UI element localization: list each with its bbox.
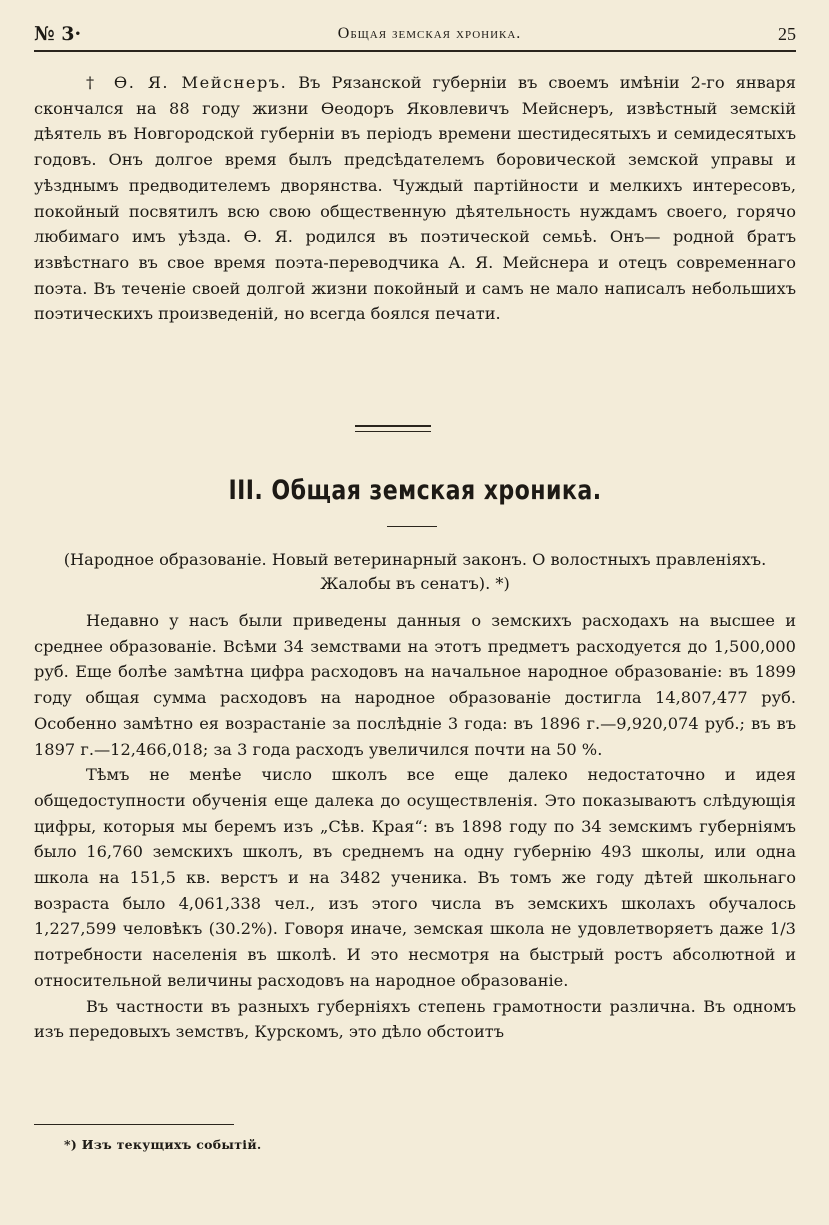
footnote: *) Изъ текущихъ событій. [64,1137,262,1152]
obituary-block [34,70,796,327]
main-text [34,608,796,1045]
section-subtitle [34,548,796,596]
paragraph-3: Въ частности въ разныхъ губерніяхъ степень грамотности различна. Въ одномъ изъ передовыхъ земствъ, Курскомъ, это дѣло обстоитъ [34,996,796,1042]
obituary-name: † Ѳ. Я. Мейснеръ. [86,73,288,92]
title-rule [387,526,437,527]
paragraph-1: Недавно у насъ были приведены данныя о земскихъ расходахъ на высшее и среднее образованіе. Всѣми 34 земствами на этотъ предметъ расходуется до 1,500,000 руб. Еще болѣе замѣтна цифра расходовъ на начальное народное образованіе: въ 1899 году общая сумма расходовъ на народное образованіе достигла 14,807,477 руб. Особенно замѣтно ея возрастаніе за послѣдніе 3 года: въ 1896 г.—9,920,074 руб.; въ въ 1897 г.—12,466,018; за 3 года расходъ увеличился почти на 50 %. [34,611,796,759]
section-title: III. Общая земская хроника. [228,475,602,506]
running-head [34,18,796,52]
paragraph-2: Тѣмъ не менѣе число школъ все еще далеко недостаточно и идея общедоступности обученія еще далека до осуществленія. Это показываютъ слѣдующія цифры, которыя мы беремъ изъ „Сѣв. Края“: въ 1898 году по 34 земскимъ губерніямъ было 16,760 земскихъ школъ, въ среднемъ на одну губернію 493 школы, или одна школа на 151,5 кв. верстъ и на 3482 ученика. Въ томъ же году дѣтей школьнаго возраста было 4,061,338 чел., изъ этого числа въ земскихъ школахъ обучалось 1,227,599 человѣкъ (30.2%). Говоря иначе, земская школа не удовлетворяетъ даже 1/3 потребности населенія въ школѣ. И это несмотря на быстрый ростъ абсолютной и относительной величины расходовъ на народное образованіе. [34,765,796,990]
page-number: 25 [777,23,796,44]
subtitle-line-2: Жалобы въ сенатъ). *) [320,574,510,593]
subtitle-line-1: (Народное образованіе. Новый ветеринарный законъ. О волостныхъ правленіяхъ. [63,550,767,569]
obituary-paragraph [34,70,796,327]
footnote-rule [34,1124,234,1125]
section-divider [355,425,431,432]
obituary-text: Въ Рязанской губерніи въ своемъ имѣніи 2-го января скончался на 88 году жизни Ѳеодоръ Яковлевичъ Мейснеръ, извѣстный земскій дѣятель въ Новгородской губерніи въ періодъ времени шестидесятыхъ и семидесятыхъ годовъ. Онъ долгое время былъ предсѣдателемъ боровической земской управы и уѣзднымъ предводителемъ дворянства. Чуждый партійности и мелкихъ интересовъ, покойный посвятилъ всю свою общественную дѣятельность нуждамъ своего, горячо любимаго имъ уѣзда. Ѳ. Я. родился въ поэтической семьѣ. Онъ— родной братъ извѣстнаго въ свое время поэта-переводчика А. Я. Мейснера и отецъ современнаго поэта. Въ теченіе своей долгой жизни покойный и самъ не мало написалъ небольшихъ поэтическихъ произведеній, но всегда боялся печати. [34,73,796,324]
running-head-title: Общая земская хроника. [337,25,522,42]
issue-number: № 3· [34,23,82,45]
